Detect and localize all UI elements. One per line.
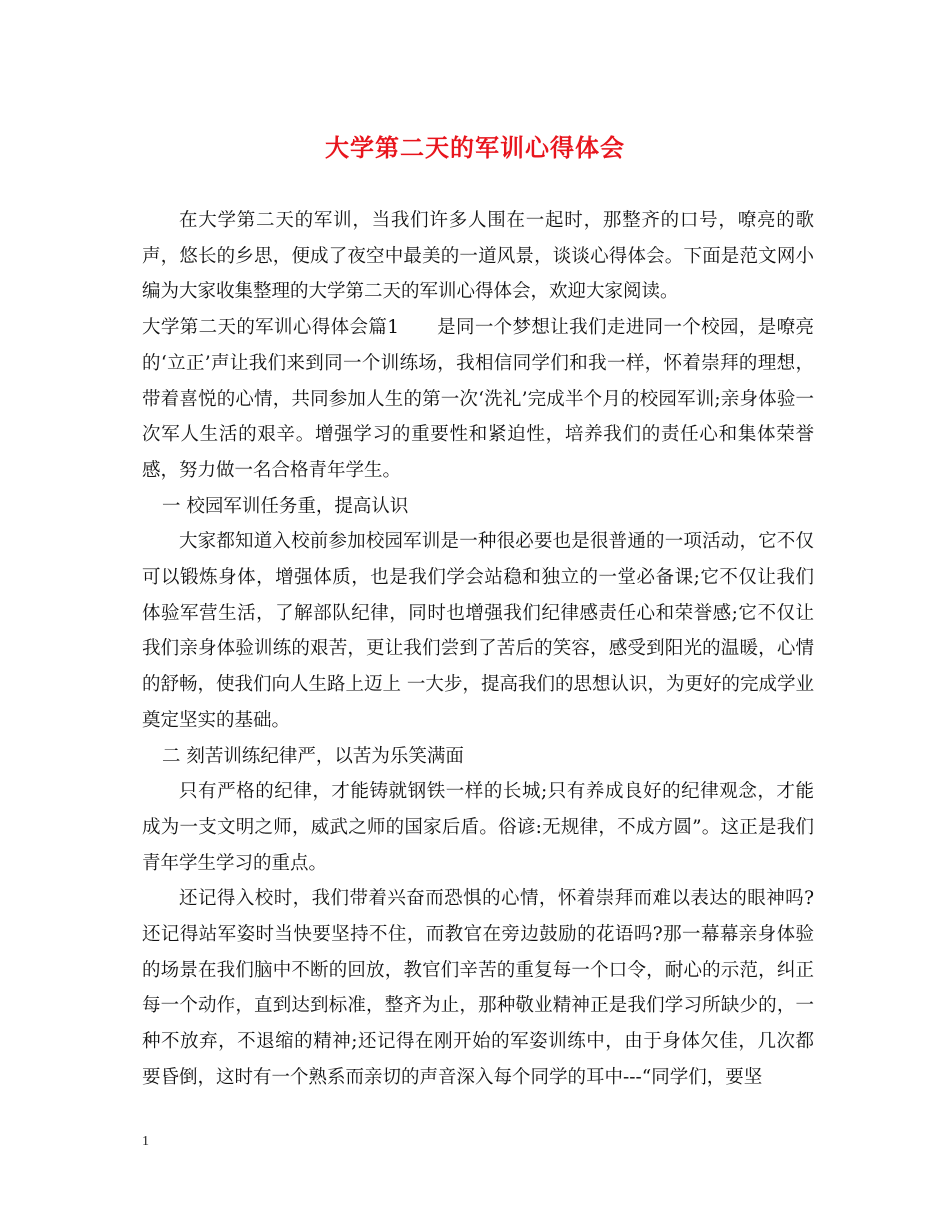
document-body	[142, 203, 814, 1096]
section-heading-2: 二 刻苦训练纪律严，以苦为乐笑满面	[162, 745, 464, 767]
section-1-paragraph: 大家都知道入校前参加校园军训是一种很必要也是很普通的一项活动，它不仅可以锻炼身体，增强体质，也是我们学会站稳和独立的一堂必备课;它不仅让我们体验军营生活，了解部队纪律，同时也增强我们纪律感责任心和荣誉感;它不仅让我们亲身体验训练的艰苦，更让我们尝到了苦后的笑容，感受到阳光的温暖，心情的舒畅，使我们向人生路上迈上 一大步，提高我们的思想认识，为更好的完成学业奠定坚实的基础。	[142, 531, 814, 731]
document-title: 大学第二天的军训心得体会	[325, 133, 625, 162]
page-number: 1	[142, 1134, 149, 1149]
section-2-paragraph-continued: 还记得入校时，我们带着兴奋而恐惧的心情，怀着崇拜而难以表达的眼神吗?还记得站军姿时当快要坚持不住，而教官在旁边鼓励的花语吗?那一幕幕亲身体验的场景在我们脑中不断的回放，教官们辛苦的重复每一个口令，耐心的示范，纠正每一个动作，直到达到标准，整齐为止，那种敬业精神正是我们学习所缺少的，一种不放弃，不退缩的精神;还记得在刚开始的军姿训练中，由于身体欠佳，几次都要昏倒，这时有一个熟系而亲切的声音深入每个同学的耳中---“同学们，要坚	[142, 888, 814, 1088]
intro-paragraph: 在大学第二天的军训，当我们许多人围在一起时，那整齐的口号，嘹亮的歌声，悠长的乡思，便成了夜空中最美的一道风景，谈谈心得体会。下面是范文网小编为大家收集整理的大学第二天的军训心得体会，欢迎大家阅读。	[142, 210, 814, 303]
article-1-paragraph: 大学第二天的军训心得体会篇1 是同一个梦想让我们走进同一个校园，是嘹亮的‘立正’声让我们来到同一个训练场，我相信同学们和我一样，怀着崇拜的理想，带着喜悦的心情，共同参加人生的第一次‘洗礼’完成半个月的校园军训;亲身体验一次军人生活的艰辛。增强学习的重要性和紧迫性，培养我们的责任心和集体荣誉感，努力做一名合格青年学生。	[142, 317, 814, 481]
section-heading-1: 一 校园军训任务重，提高认识	[162, 495, 409, 517]
section-2-paragraph: 只有严格的纪律，才能铸就钢铁一样的长城;只有养成良好的纪律观念，才能成为一支文明之师，威武之师的国家后盾。俗谚:无规律，不成方圆”。这正是我们青年学生学习的重点。	[142, 781, 814, 874]
